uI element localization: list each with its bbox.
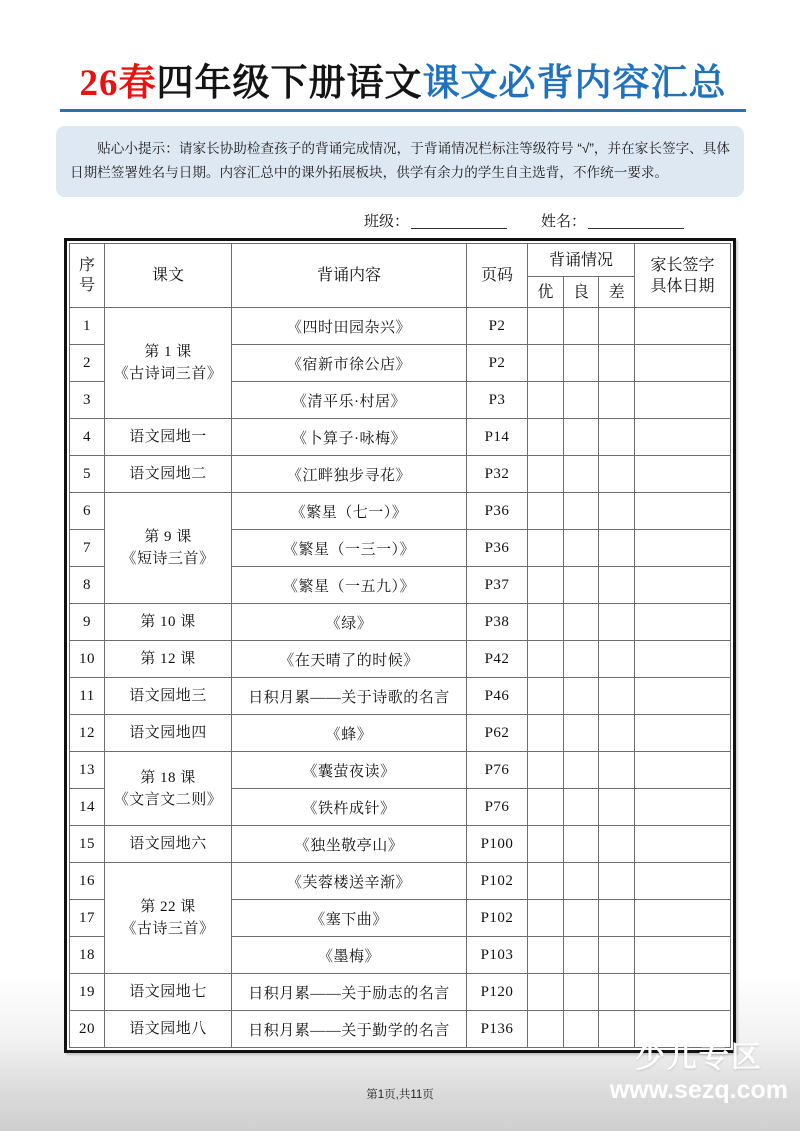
cell-seq: 5 xyxy=(70,456,105,493)
cell-lesson-line1: 语文园地四 xyxy=(129,725,207,741)
cell-grade-excellent[interactable] xyxy=(528,308,564,345)
cell-lesson-line1: 语文园地七 xyxy=(129,984,207,1000)
cell-grade-good[interactable] xyxy=(563,567,599,604)
cell-grade-poor[interactable] xyxy=(599,419,635,456)
cell-grade-poor[interactable] xyxy=(599,678,635,715)
cell-content: 《独坐敬亭山》 xyxy=(232,826,467,863)
cell-grade-excellent[interactable] xyxy=(528,678,564,715)
cell-seq: 9 xyxy=(70,604,105,641)
cell-page: P42 xyxy=(467,641,528,678)
class-input-blank[interactable] xyxy=(411,228,507,229)
cell-lesson-line2: 《短诗三首》 xyxy=(121,551,215,567)
cell-lesson xyxy=(105,715,232,752)
cell-signature-date[interactable] xyxy=(635,567,731,604)
cell-grade-excellent[interactable] xyxy=(528,567,564,604)
cell-signature-date[interactable] xyxy=(635,789,731,826)
cell-grade-excellent[interactable] xyxy=(528,493,564,530)
cell-grade-poor[interactable] xyxy=(599,567,635,604)
cell-content: 《在天晴了的时候》 xyxy=(232,641,467,678)
cell-grade-excellent[interactable] xyxy=(528,974,564,1011)
recitation-table-frame xyxy=(64,238,736,1053)
cell-signature-date[interactable] xyxy=(635,493,731,530)
cell-signature-date[interactable] xyxy=(635,456,731,493)
cell-grade-excellent[interactable] xyxy=(528,641,564,678)
table-row xyxy=(70,715,731,752)
cell-seq: 11 xyxy=(70,678,105,715)
cell-signature-date[interactable] xyxy=(635,974,731,1011)
cell-content: 《芙蓉楼送辛渐》 xyxy=(232,863,467,900)
cell-grade-poor[interactable] xyxy=(599,530,635,567)
cell-lesson-line2: 《古诗三首》 xyxy=(121,921,215,937)
cell-seq: 19 xyxy=(70,974,105,1011)
cell-seq: 4 xyxy=(70,419,105,456)
cell-seq: 18 xyxy=(70,937,105,974)
cell-signature-date[interactable] xyxy=(635,715,731,752)
cell-grade-good[interactable] xyxy=(563,456,599,493)
cell-content: 《繁星（一三一）》 xyxy=(232,530,467,567)
cell-lesson-line1: 第 22 课 xyxy=(140,899,196,915)
cell-grade-poor[interactable] xyxy=(599,974,635,1011)
column-header-seq xyxy=(70,244,105,308)
column-header-recite-status: 背诵情况 xyxy=(528,244,635,277)
cell-grade-good[interactable] xyxy=(563,863,599,900)
student-info-line xyxy=(56,210,744,231)
column-header-content: 背诵内容 xyxy=(232,244,467,308)
cell-content: 《繁星（七一）》 xyxy=(232,493,467,530)
cell-signature-date[interactable] xyxy=(635,752,731,789)
cell-grade-excellent[interactable] xyxy=(528,789,564,826)
cell-grade-poor[interactable] xyxy=(599,789,635,826)
cell-content: 《宿新市徐公店》 xyxy=(232,345,467,382)
cell-signature-date[interactable] xyxy=(635,345,731,382)
cell-grade-good[interactable] xyxy=(563,641,599,678)
cell-lesson xyxy=(105,604,232,641)
cell-lesson xyxy=(105,308,232,419)
cell-grade-poor[interactable] xyxy=(599,937,635,974)
column-header-seq-line1: 序 xyxy=(78,256,95,274)
cell-content: 《江畔独步寻花》 xyxy=(232,456,467,493)
cell-content: 日积月累——关于诗歌的名言 xyxy=(232,678,467,715)
cell-grade-excellent[interactable] xyxy=(528,826,564,863)
tips-notice-text: 贴心小提示：请家长协助检查孩子的背诵完成情况，于背诵情况栏标注等级符号 “√”，并在家长签字、具体日期栏签署姓名与日期。内容汇总中的课外拓展板块，供学有余力的学生自主选背，不作统一要求。 xyxy=(70,141,730,180)
cell-grade-poor[interactable] xyxy=(599,715,635,752)
cell-lesson-line1: 第 10 课 xyxy=(140,614,196,630)
column-header-grade-good: 良 xyxy=(563,277,599,308)
table-row xyxy=(70,604,731,641)
site-watermark xyxy=(610,1042,788,1105)
cell-grade-poor[interactable] xyxy=(599,456,635,493)
table-row xyxy=(70,678,731,715)
class-field xyxy=(364,213,531,230)
cell-lesson-line1: 语文园地六 xyxy=(129,836,207,852)
cell-lesson xyxy=(105,493,232,604)
cell-signature-date[interactable] xyxy=(635,826,731,863)
table-body xyxy=(70,308,731,1048)
cell-content: 《蜂》 xyxy=(232,715,467,752)
column-header-signature-line2: 具体日期 xyxy=(650,277,715,295)
cell-signature-date[interactable] xyxy=(635,937,731,974)
name-label: 姓名： xyxy=(540,213,586,230)
recitation-table xyxy=(69,243,731,1048)
cell-signature-date[interactable] xyxy=(635,863,731,900)
cell-lesson xyxy=(105,1011,232,1048)
cell-grade-poor[interactable] xyxy=(599,752,635,789)
cell-grade-excellent[interactable] xyxy=(528,345,564,382)
cell-lesson xyxy=(105,826,232,863)
cell-grade-excellent[interactable] xyxy=(528,715,564,752)
cell-content: 《清平乐·村居》 xyxy=(232,382,467,419)
table-row xyxy=(70,826,731,863)
watermark-url: www.sezq.com xyxy=(609,1076,788,1104)
cell-content: 《繁星（一五九）》 xyxy=(232,567,467,604)
cell-seq: 14 xyxy=(70,789,105,826)
cell-lesson-line2: 《古诗词三首》 xyxy=(113,366,223,382)
cell-page: P36 xyxy=(467,493,528,530)
table-row xyxy=(70,493,731,530)
cell-grade-good[interactable] xyxy=(563,715,599,752)
cell-grade-poor[interactable] xyxy=(599,308,635,345)
cell-grade-excellent[interactable] xyxy=(528,863,564,900)
cell-lesson xyxy=(105,752,232,826)
cell-lesson-line1: 第 12 课 xyxy=(140,651,196,667)
cell-lesson-line1: 语文园地一 xyxy=(129,429,207,445)
cell-signature-date[interactable] xyxy=(635,678,731,715)
cell-signature-date[interactable] xyxy=(635,308,731,345)
cell-grade-poor[interactable] xyxy=(599,826,635,863)
cell-content: 《塞下曲》 xyxy=(232,900,467,937)
cell-seq: 20 xyxy=(70,1011,105,1048)
cell-seq: 2 xyxy=(70,345,105,382)
cell-grade-good[interactable] xyxy=(563,1011,599,1048)
name-input-blank[interactable] xyxy=(588,228,684,229)
cell-lesson-line1: 语文园地二 xyxy=(129,466,207,482)
page-title xyxy=(60,62,746,112)
cell-seq: 15 xyxy=(70,826,105,863)
cell-lesson-line1: 第 1 课 xyxy=(144,344,192,360)
cell-grade-poor[interactable] xyxy=(599,493,635,530)
name-field xyxy=(541,213,708,230)
cell-lesson-line1: 第 9 课 xyxy=(144,529,192,545)
cell-content: 《铁杵成针》 xyxy=(232,789,467,826)
title-segment-black: 四年级下册语文 xyxy=(156,63,423,104)
cell-content: 日积月累——关于励志的名言 xyxy=(232,974,467,1011)
table-row xyxy=(70,752,731,789)
table-row xyxy=(70,863,731,900)
page-number-text: 第1页,共11页 xyxy=(366,1089,434,1101)
table-row xyxy=(70,419,731,456)
cell-page: P103 xyxy=(467,937,528,974)
cell-grade-good[interactable] xyxy=(563,604,599,641)
cell-page: P136 xyxy=(467,1011,528,1048)
cell-grade-good[interactable] xyxy=(563,345,599,382)
cell-page: P120 xyxy=(467,974,528,1011)
cell-lesson xyxy=(105,863,232,974)
cell-page: P38 xyxy=(467,604,528,641)
cell-seq: 1 xyxy=(70,308,105,345)
column-header-seq-line2: 号 xyxy=(78,276,95,294)
table-row xyxy=(70,641,731,678)
title-segment-blue: 课文必背内容汇总 xyxy=(422,63,727,104)
cell-grade-excellent[interactable] xyxy=(528,900,564,937)
table-row xyxy=(70,456,731,493)
cell-seq: 12 xyxy=(70,715,105,752)
cell-seq: 3 xyxy=(70,382,105,419)
cell-page: P76 xyxy=(467,789,528,826)
cell-lesson xyxy=(105,974,232,1011)
cell-page: P76 xyxy=(467,752,528,789)
cell-lesson xyxy=(105,641,232,678)
cell-page: P46 xyxy=(467,678,528,715)
cell-lesson xyxy=(105,456,232,493)
cell-grade-good[interactable] xyxy=(563,900,599,937)
table-row xyxy=(70,974,731,1011)
cell-grade-good[interactable] xyxy=(563,974,599,1011)
cell-grade-excellent[interactable] xyxy=(528,937,564,974)
cell-grade-good[interactable] xyxy=(563,937,599,974)
cell-grade-poor[interactable] xyxy=(599,863,635,900)
cell-page: P2 xyxy=(467,345,528,382)
cell-page: P100 xyxy=(467,826,528,863)
cell-signature-date[interactable] xyxy=(635,900,731,937)
cell-grade-good[interactable] xyxy=(563,308,599,345)
cell-lesson xyxy=(105,678,232,715)
cell-grade-excellent[interactable] xyxy=(528,382,564,419)
title-underline-rule xyxy=(60,109,746,112)
cell-content: 日积月累——关于勤学的名言 xyxy=(232,1011,467,1048)
cell-grade-good[interactable] xyxy=(563,382,599,419)
cell-page: P32 xyxy=(467,456,528,493)
cell-grade-good[interactable] xyxy=(563,826,599,863)
cell-seq: 10 xyxy=(70,641,105,678)
cell-grade-good[interactable] xyxy=(563,419,599,456)
tips-notice-box xyxy=(56,126,744,197)
cell-seq: 17 xyxy=(70,900,105,937)
cell-lesson-line2: 《文言文二则》 xyxy=(113,791,223,808)
cell-page: P2 xyxy=(467,308,528,345)
cell-grade-poor[interactable] xyxy=(599,900,635,937)
cell-grade-excellent[interactable] xyxy=(528,530,564,567)
table-header xyxy=(70,244,731,308)
column-header-page: 页码 xyxy=(467,244,528,308)
cell-signature-date[interactable] xyxy=(635,419,731,456)
column-header-grade-excellent: 优 xyxy=(528,277,564,308)
title-text xyxy=(60,62,746,106)
cell-grade-good[interactable] xyxy=(563,752,599,789)
table-row xyxy=(70,308,731,345)
cell-grade-poor[interactable] xyxy=(599,604,635,641)
cell-signature-date[interactable] xyxy=(635,641,731,678)
cell-page: P37 xyxy=(467,567,528,604)
cell-grade-poor[interactable] xyxy=(599,382,635,419)
class-label: 班级： xyxy=(363,213,409,230)
cell-seq: 7 xyxy=(70,530,105,567)
cell-grade-excellent[interactable] xyxy=(528,456,564,493)
cell-content: 《卜算子·咏梅》 xyxy=(232,419,467,456)
cell-seq: 8 xyxy=(70,567,105,604)
cell-grade-good[interactable] xyxy=(563,789,599,826)
cell-page: P3 xyxy=(467,382,528,419)
cell-lesson-line1: 第 18 课 xyxy=(140,769,196,786)
column-header-signature xyxy=(635,244,731,308)
cell-signature-date[interactable] xyxy=(635,604,731,641)
cell-lesson-line1: 语文园地三 xyxy=(129,688,207,704)
cell-grade-excellent[interactable] xyxy=(528,604,564,641)
cell-grade-good[interactable] xyxy=(563,493,599,530)
cell-signature-date[interactable] xyxy=(635,530,731,567)
cell-page: P102 xyxy=(467,863,528,900)
cell-grade-poor[interactable] xyxy=(599,345,635,382)
cell-lesson xyxy=(105,419,232,456)
cell-grade-excellent[interactable] xyxy=(528,752,564,789)
cell-content: 《四时田园杂兴》 xyxy=(232,308,467,345)
cell-page: P14 xyxy=(467,419,528,456)
cell-page: P36 xyxy=(467,530,528,567)
cell-signature-date[interactable] xyxy=(635,382,731,419)
cell-grade-good[interactable] xyxy=(563,530,599,567)
cell-grade-excellent[interactable] xyxy=(528,419,564,456)
cell-lesson-line1: 语文园地八 xyxy=(129,1021,207,1037)
column-header-grade-poor: 差 xyxy=(599,277,635,308)
cell-page: P62 xyxy=(467,715,528,752)
column-header-lesson: 课文 xyxy=(105,244,232,308)
column-header-signature-line1: 家长签字 xyxy=(650,256,715,274)
cell-page: P102 xyxy=(467,900,528,937)
cell-grade-excellent[interactable] xyxy=(528,1011,564,1048)
watermark-brand: 少儿专区 xyxy=(634,1041,763,1074)
table-header-row-top xyxy=(70,244,731,277)
cell-content: 《绿》 xyxy=(232,604,467,641)
cell-content: 《囊萤夜读》 xyxy=(232,752,467,789)
cell-seq: 13 xyxy=(70,752,105,789)
cell-grade-poor[interactable] xyxy=(599,641,635,678)
cell-seq: 16 xyxy=(70,863,105,900)
cell-seq: 6 xyxy=(70,493,105,530)
cell-grade-good[interactable] xyxy=(563,678,599,715)
title-segment-red: 26春 xyxy=(79,63,157,104)
cell-content: 《墨梅》 xyxy=(232,937,467,974)
